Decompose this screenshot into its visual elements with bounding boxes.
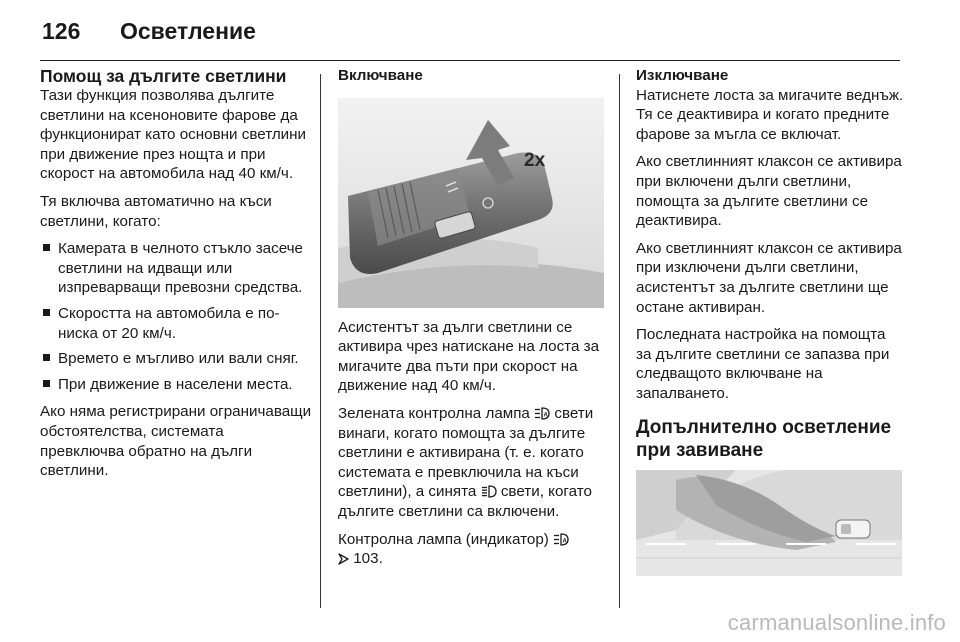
square-bullet-icon [43,244,50,251]
section-heading-activation: Включване [338,67,423,84]
section-heading-deactivation: Изключване [636,67,729,84]
paragraph: Последната настройка на помощта за дългите светлини се запазва при следващото включване на запалването. [636,326,890,402]
paragraph: Контролна лампа (индикатор) A 103. [338,530,604,569]
paragraph: Ако светлинният клаксон се активира при изключени дълги светлини, асистентът за дългите светлини ще остане активиран. [636,239,902,316]
figure-label-twice: 2x [524,149,546,171]
page-number: 126 [42,18,81,44]
high-beam-icon [481,485,497,498]
svg-text:A: A [562,538,567,545]
list-item: Скоростта на автомобила е по-ниска от 20 км/ч. [40,304,312,343]
column-divider [619,74,620,608]
svg-text:A: A [543,412,548,419]
square-bullet-icon [43,354,50,361]
list-item: При движение в населени места. [40,375,312,395]
page-reference-link[interactable]: 103. [353,550,383,568]
paragraph: Тя включва автоматично на къси светлини, когато: [40,192,272,230]
chapter-title: Осветление [120,18,256,44]
reference-arrow-icon[interactable] [338,553,349,565]
paragraph: Асистентът за дълги светлини се активира чрез натискане на лоста за мигачите два пъти при скорост на движение над 40 км/ч. [338,318,600,395]
condition-list [40,239,312,394]
header-rule [40,60,900,61]
paragraph: Тази функция позволява дългите светлини на ксеноновите фарове да функционират като основни светлини при движение през нощта и при скорост на автомобила над 40 км/ч. [40,87,307,183]
square-bullet-icon [43,380,50,387]
list-item: Времето е мъгливо или вали сняг. [40,349,312,369]
section-heading-high-beam-assist: Помощ за дългите светлини [40,66,287,86]
section-heading-cornering-light: Допълнително осветление при завиване [636,416,892,461]
paragraph: Ако няма регистрирани ограничаващи обстоятелства, системата превключва обратно на дълги светлини. [40,403,312,480]
high-beam-assist-icon [553,533,569,546]
turn-signal-stalk-image [338,98,604,308]
stalk-illustration [338,98,604,308]
cornering-light-image [636,470,902,576]
column-divider [320,74,321,608]
list-item: Камерата в челното стъкло засече светлини на идващи или изпреварващи превозни средства. [40,239,312,298]
cornering-light-illustration [636,470,902,576]
square-bullet-icon [43,309,50,316]
column-middle [338,66,604,577]
paragraph: Натиснете лоста за мигачите веднъж. Тя се деактивира и когато предните фарове за мъгла се включат. [636,86,904,143]
high-beam-assist-icon [534,407,550,420]
column-right [636,66,904,586]
paragraph: Ако светлинният клаксон се активира при включени дълги светлини, помощта за дългите светлини се деактивира. [636,153,902,230]
column-left [40,66,312,489]
paragraph: Зелената контролна лампа A свети винаги, когато помощта за дългите светлини е активирана (т. е. когато системата е превключила на къси светлини), а синята свети, когато дългите светлини са включени. [338,404,594,520]
page-header [42,18,256,48]
watermark: carmanualsonline.info [727,610,946,635]
